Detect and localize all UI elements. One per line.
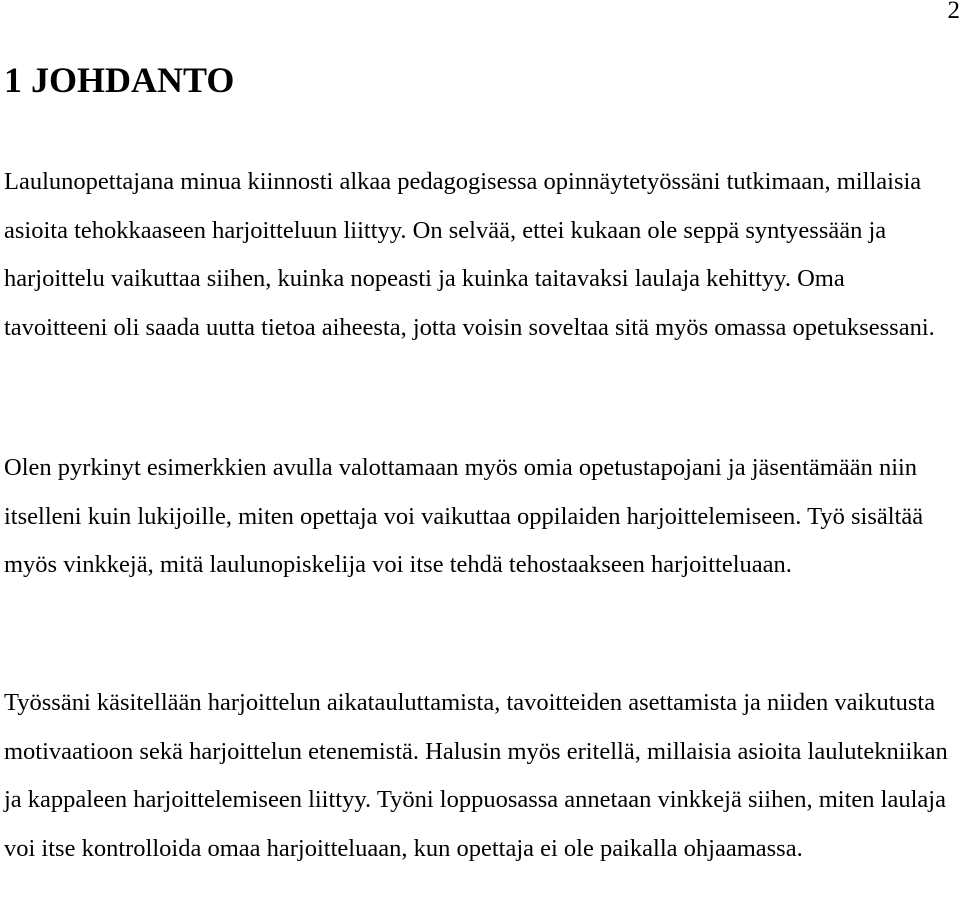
paragraph-2: Olen pyrkinyt esimerkkien avulla valottamaan myös omia opetustapojani ja jäsentämään niin itselleni kuin lukijoille, miten opettaja voi vaikuttaa oppilaiden harjoittelemiseen. Työ sisältää myös vinkkejä, mitä laulunopiskelija voi itse tehdä tehostaakseen harjoitteluaan.	[4, 454, 924, 578]
paragraph-1: Laulunopettajana minua kiinnosti alkaa pedagogisessa opinnäytetyössäni tutkimaan, millaisia asioita tehokkaaseen harjoitteluun liittyy. On selvää, ettei kukaan ole seppä syntyessään ja harjoittelu vaikuttaa siihen, kuinka nopeasti ja kuinka taitavaksi laulaja kehittyy. Oma tavoitteeni oli saada uutta tietoa aiheesta, jotta voisin soveltaa sitä myös omassa opetuksessani.	[4, 168, 935, 341]
page-number: 2	[947, 0, 960, 24]
paragraph-3: Työssäni käsitellään harjoittelun aikatauluttamista, tavoitteiden asettamista ja niiden vaikutusta motivaatioon sekä harjoittelun etenemistä. Halusin myös eritellä, millaisia asioita laulutekniikan ja kappaleen harjoittelemiseen liittyy. Työni loppuosassa annetaan vinkkejä siihen, miten laulaja voi itse kontrolloida omaa harjoitteluaan, kun opettaja ei ole paikalla ohjaamassa.	[4, 689, 948, 862]
chapter-heading: 1 JOHDANTO	[4, 60, 235, 100]
